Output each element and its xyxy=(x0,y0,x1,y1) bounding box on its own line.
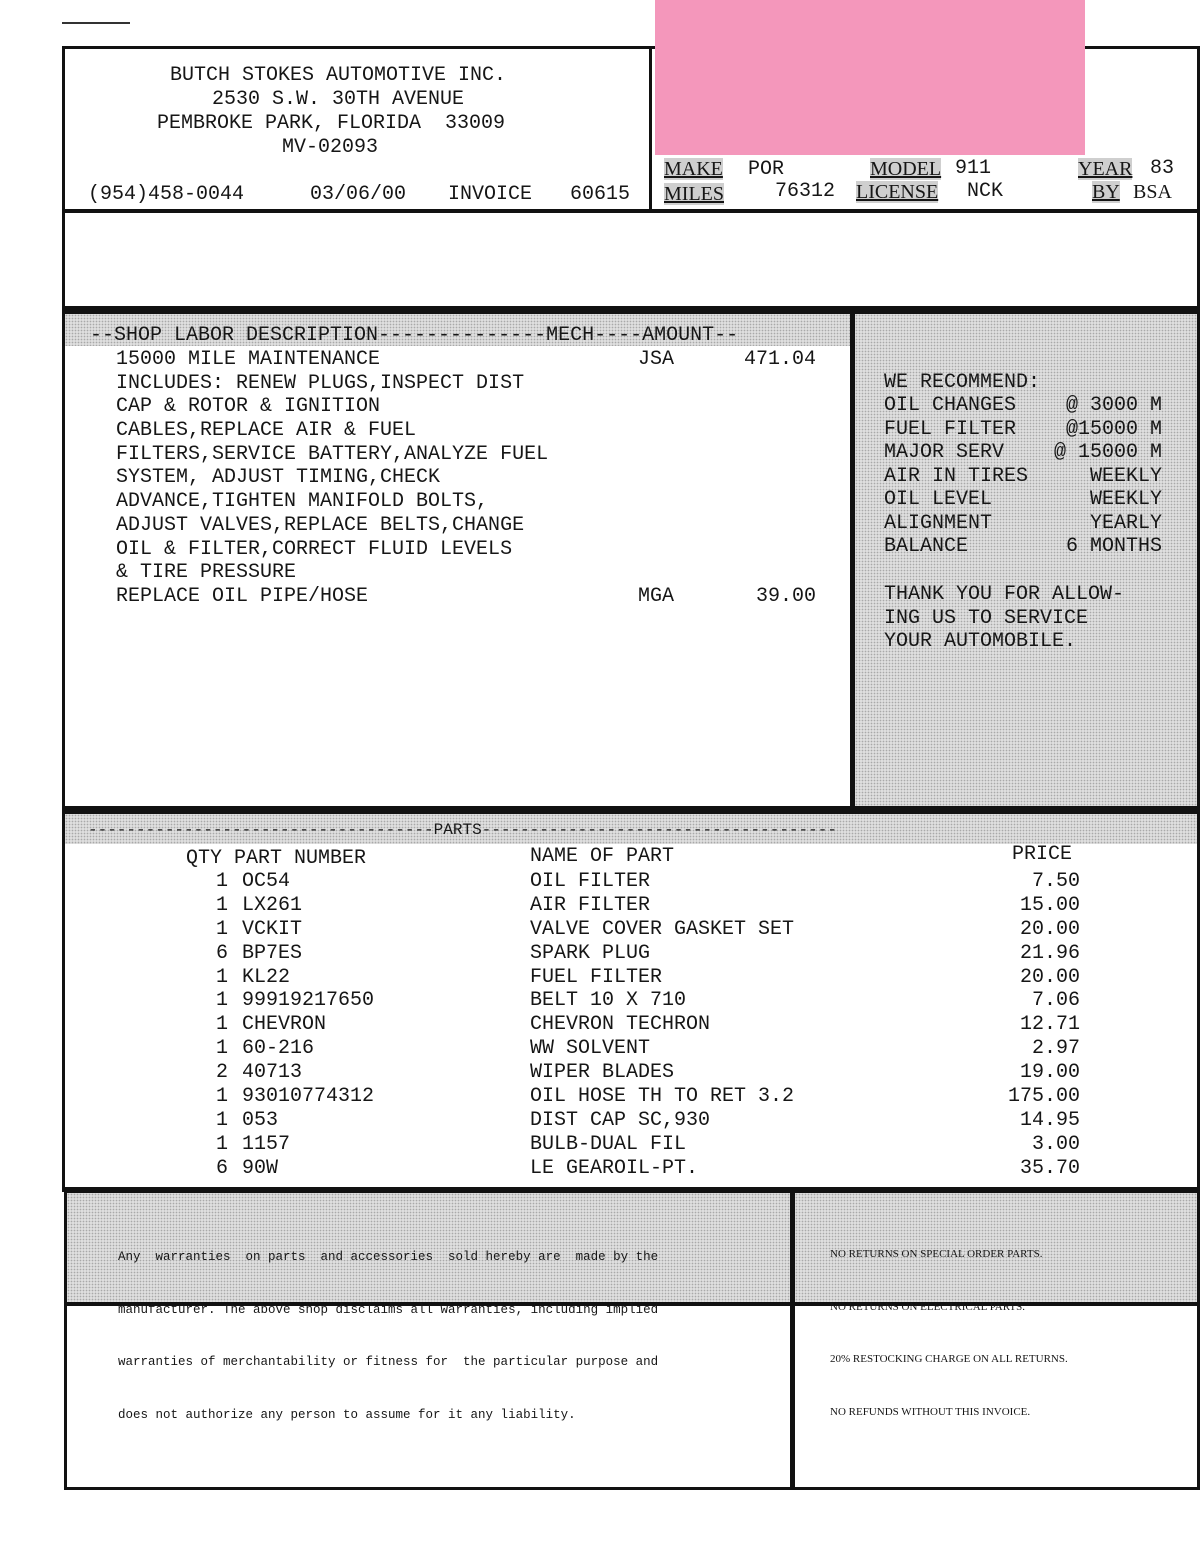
part-number: VCKIT xyxy=(242,917,303,941)
part-qty: 1 xyxy=(216,1037,229,1061)
part-qty: 1 xyxy=(216,870,229,893)
shop-phone: (954)458-0044 xyxy=(88,183,245,206)
labor-amount: 39.00 xyxy=(755,584,816,608)
warranty-line: Any warranties on parts and accessories sold hereby are made by the xyxy=(118,1250,659,1264)
labor-mech: MGA xyxy=(638,584,675,608)
warranty-line: warranties of merchantability or fitness for the particular purpose and xyxy=(118,1355,659,1369)
part-qty: 1 xyxy=(216,1108,229,1132)
part-number: 99919217650 xyxy=(242,989,375,1013)
recommend-item-interval: WEEKLY xyxy=(1089,488,1162,511)
thanks-line: THANK YOU FOR ALLOW- xyxy=(884,583,1125,606)
part-name: BULB-DUAL FIL xyxy=(530,1132,687,1156)
recommend-item-name: MAJOR SERV xyxy=(884,441,1005,464)
part-name: VALVE COVER GASKET SET xyxy=(530,917,795,941)
miles-value: 76312 xyxy=(775,180,836,203)
labor-header: --SHOP LABOR DESCRIPTION--------------MECH----AMOUNT-- xyxy=(90,324,739,347)
recommend-item xyxy=(884,441,1162,465)
part-name: WIPER BLADES xyxy=(530,1061,675,1085)
parts-row xyxy=(180,1133,1080,1157)
shop-street: 2530 S.W. 30TH AVENUE xyxy=(212,88,465,111)
part-price: 35.70 xyxy=(1019,1156,1080,1180)
recommend-item xyxy=(884,418,1162,442)
returns-text xyxy=(830,1211,1068,1439)
col-part-name: NAME OF PART xyxy=(530,845,675,868)
part-price: 175.00 xyxy=(1007,1085,1080,1109)
recommend-item-interval: 6 MONTHS xyxy=(1065,535,1162,558)
part-number: 90W xyxy=(242,1156,279,1180)
part-price: 2.97 xyxy=(1031,1037,1080,1061)
returns-line: 20% RESTOCKING CHARGE ON ALL RETURNS. xyxy=(830,1353,1068,1365)
by-value: BSA xyxy=(1133,181,1172,203)
labor-desc: & TIRE PRESSURE xyxy=(116,561,297,585)
corner-mark xyxy=(62,22,130,24)
labor-line xyxy=(116,372,836,396)
part-number: 40713 xyxy=(242,1061,303,1085)
part-name: SPARK PLUG xyxy=(530,941,651,965)
parts-row xyxy=(180,989,1080,1013)
part-qty: 1 xyxy=(216,1085,229,1109)
labor-line xyxy=(116,419,836,443)
recommend-item-interval: @15000 M xyxy=(1065,417,1162,441)
parts-header: ------------------------------------PARTS------------------------------------- xyxy=(88,821,837,839)
part-number: 053 xyxy=(242,1108,279,1132)
recommend-item-name: ALIGNMENT xyxy=(884,511,993,535)
parts-row xyxy=(180,1037,1080,1061)
labor-line xyxy=(116,561,836,585)
make-label: MAKE xyxy=(664,158,723,180)
labor-mech: JSA xyxy=(638,348,675,371)
recommend-item-interval: WEEKLY xyxy=(1089,464,1162,488)
part-name: CHEVRON TECHRON xyxy=(530,1013,711,1037)
model-value: 911 xyxy=(955,157,992,180)
part-price: 20.00 xyxy=(1019,965,1080,989)
recommend-item xyxy=(884,512,1162,536)
recommend-item-interval: YEARLY xyxy=(1089,511,1162,535)
warranty-text xyxy=(118,1214,658,1442)
part-name: BELT 10 X 710 xyxy=(530,989,687,1013)
part-number: LX261 xyxy=(242,893,303,917)
parts-row xyxy=(180,966,1080,990)
parts-row xyxy=(180,894,1080,918)
part-qty: 1 xyxy=(216,1132,229,1156)
labor-line xyxy=(116,538,836,562)
part-qty: 1 xyxy=(216,1013,229,1037)
recommend-item-name: OIL CHANGES xyxy=(884,394,1017,417)
parts-rows xyxy=(180,870,1080,1181)
part-name: OIL FILTER xyxy=(530,870,651,893)
labor-line xyxy=(116,514,836,538)
labor-lines xyxy=(116,348,836,609)
labor-line xyxy=(116,490,836,514)
recommend-list xyxy=(884,394,1162,559)
part-price: 20.00 xyxy=(1019,917,1080,941)
part-price: 7.50 xyxy=(1031,870,1080,893)
labor-desc: FILTERS,SERVICE BATTERY,ANALYZE FUEL xyxy=(116,442,549,466)
col-qty-part-number: QTY PART NUMBER xyxy=(186,847,367,870)
model-label: MODEL xyxy=(870,158,942,180)
warranty-line: manufacturer. The above shop disclaims all warranties, including implied xyxy=(118,1302,659,1317)
part-name: FUEL FILTER xyxy=(530,965,663,989)
customer-box xyxy=(62,209,1200,313)
part-number: BP7ES xyxy=(242,941,303,965)
part-qty: 1 xyxy=(216,989,229,1013)
labor-desc: CAP & ROTOR & IGNITION xyxy=(116,395,381,419)
parts-row xyxy=(180,870,1080,894)
parts-row xyxy=(180,918,1080,942)
part-qty: 6 xyxy=(216,1156,229,1180)
recommend-item xyxy=(884,394,1162,418)
part-name: AIR FILTER xyxy=(530,893,651,917)
labor-amount: 471.04 xyxy=(743,348,816,371)
labor-line xyxy=(116,395,836,419)
year-value: 83 xyxy=(1150,157,1175,180)
thanks-line: ING US TO SERVICE xyxy=(884,607,1089,630)
labor-line xyxy=(116,585,836,609)
recommend-item-interval: @ 3000 M xyxy=(1065,394,1162,417)
returns-line: NO RETURNS ON ELECTRICAL PARTS. xyxy=(830,1300,1026,1313)
part-name: OIL HOSE TH TO RET 3.2 xyxy=(530,1085,795,1109)
part-qty: 1 xyxy=(216,893,229,917)
part-price: 15.00 xyxy=(1019,893,1080,917)
labor-desc: SYSTEM, ADJUST TIMING,CHECK xyxy=(116,466,441,490)
labor-line xyxy=(116,466,836,490)
recommend-item xyxy=(884,535,1162,559)
part-name: DIST CAP SC,930 xyxy=(530,1108,711,1132)
parts-row xyxy=(180,1061,1080,1085)
invoice-number: 60615 xyxy=(570,183,631,206)
labor-desc: REPLACE OIL PIPE/HOSE xyxy=(116,584,369,608)
labor-desc: 15000 MILE MAINTENANCE xyxy=(116,348,381,371)
recommend-item-name: AIR IN TIRES xyxy=(884,464,1029,488)
parts-row xyxy=(180,1085,1080,1109)
labor-desc: CABLES,REPLACE AIR & FUEL xyxy=(116,419,417,443)
labor-line xyxy=(116,348,836,372)
part-number: KL22 xyxy=(242,965,291,989)
shop-city: PEMBROKE PARK, FLORIDA 33009 xyxy=(157,112,506,135)
invoice-date: 03/06/00 xyxy=(310,183,407,206)
labor-desc: ADJUST VALVES,REPLACE BELTS,CHANGE xyxy=(116,513,525,537)
shop-name: BUTCH STOKES AUTOMOTIVE INC. xyxy=(170,64,507,87)
recommend-item-name: FUEL FILTER xyxy=(884,417,1017,441)
part-qty: 1 xyxy=(216,965,229,989)
warranty-line: does not authorize any person to assume for it any liability. xyxy=(118,1407,576,1422)
part-number: 1157 xyxy=(242,1132,291,1156)
part-name: WW SOLVENT xyxy=(530,1037,651,1061)
part-price: 12.71 xyxy=(1019,1013,1080,1037)
year-label: YEAR xyxy=(1078,158,1133,180)
part-number: 93010774312 xyxy=(242,1085,375,1109)
recommend-item-interval: @ 15000 M xyxy=(1053,441,1162,464)
make-value: POR xyxy=(748,158,785,181)
part-price: 7.06 xyxy=(1031,989,1080,1013)
recommend-item-name: OIL LEVEL xyxy=(884,488,993,511)
col-price: PRICE xyxy=(1012,843,1073,866)
parts-row xyxy=(180,942,1080,966)
miles-label: MILES xyxy=(664,183,724,205)
part-qty: 1 xyxy=(216,917,229,941)
part-price: 14.95 xyxy=(1019,1108,1080,1132)
labor-line xyxy=(116,443,836,467)
redaction-block xyxy=(655,0,1085,155)
labor-desc: OIL & FILTER,CORRECT FLUID LEVELS xyxy=(116,537,513,561)
shop-license-number: MV-02093 xyxy=(282,136,379,159)
returns-line: NO REFUNDS WITHOUT THIS INVOICE. xyxy=(830,1405,1031,1418)
recommend-item-name: BALANCE xyxy=(884,535,969,558)
parts-row xyxy=(180,1109,1080,1133)
parts-row xyxy=(180,1157,1080,1181)
part-qty: 2 xyxy=(216,1061,229,1085)
labor-desc: ADVANCE,TIGHTEN MANIFOLD BOLTS, xyxy=(116,490,489,514)
recommend-item xyxy=(884,465,1162,489)
recommend-title: WE RECOMMEND: xyxy=(884,371,1041,394)
license-label: LICENSE xyxy=(856,181,939,203)
part-qty: 6 xyxy=(216,941,229,965)
part-price: 19.00 xyxy=(1019,1061,1080,1085)
by-label: BY xyxy=(1092,181,1120,203)
parts-row xyxy=(180,1013,1080,1037)
labor-desc: INCLUDES: RENEW PLUGS,INSPECT DIST xyxy=(116,371,525,395)
part-number: 60-216 xyxy=(242,1037,315,1061)
part-price: 21.96 xyxy=(1019,941,1080,965)
part-number: CHEVRON xyxy=(242,1013,327,1037)
thanks-line: YOUR AUTOMOBILE. xyxy=(884,630,1077,653)
returns-line: NO RETURNS ON SPECIAL ORDER PARTS. xyxy=(830,1248,1043,1260)
recommend-item xyxy=(884,488,1162,512)
invoice-label: INVOICE xyxy=(448,183,533,206)
license-value: NCK xyxy=(967,180,1004,203)
part-name: LE GEAROIL-PT. xyxy=(530,1156,699,1180)
part-number: OC54 xyxy=(242,870,291,893)
part-price: 3.00 xyxy=(1031,1132,1080,1156)
